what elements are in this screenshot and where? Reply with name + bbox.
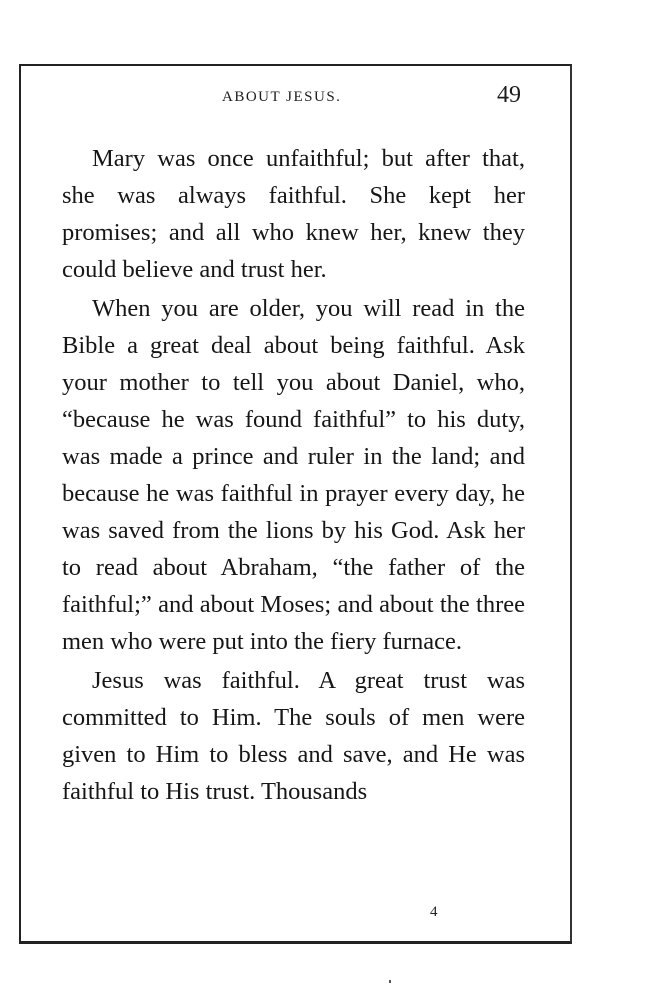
signature-mark: 4 xyxy=(430,904,438,920)
running-head: ABOUT JESUS. xyxy=(222,89,342,105)
ink-speck xyxy=(389,980,391,983)
page-number: 49 xyxy=(497,82,521,108)
paragraph-2: When you are older, you will read in the Bible a great deal about being faithful. Ask your mother to tell you about Daniel, who, “because he was found faithful” to his duty, was made a prince and ruler in the land; and because he was faithful in prayer every day, he was saved from the lions by his God. Ask her to read about Abraham, “the father of the faithful;” and about Moses; and about the three men who were put into the fiery furnace. xyxy=(62,295,525,655)
paragraph-3: Jesus was faithful. A great trust was committed to Him. The souls of men were given to Him to bless and save, and He was faithful to His trust. Thousands xyxy=(62,667,525,805)
body-text xyxy=(62,140,525,812)
paragraph-1: Mary was once unfaithful; but after that, she was always faithful. She kept her promises; and all who knew her, knew they could believe and trust her. xyxy=(62,145,525,283)
